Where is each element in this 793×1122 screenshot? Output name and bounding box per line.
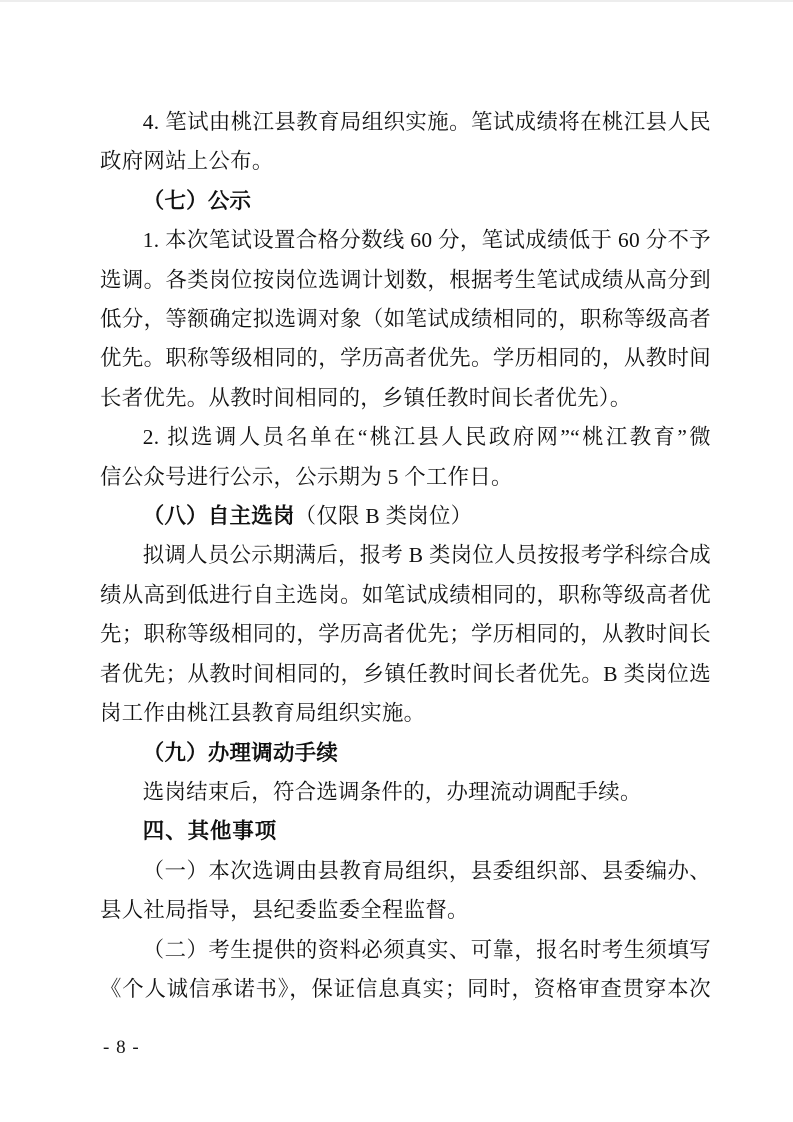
text-line — [100, 694, 711, 733]
text-run: 先；职称等级相同的，学历高者优先；学历相同的，从教时间长 — [100, 622, 711, 647]
text-line — [100, 773, 711, 812]
text-run: 县人社局指导，县纪委监委全程监督。 — [100, 898, 469, 923]
text-line — [100, 103, 711, 142]
text-line — [100, 852, 711, 891]
text-run: （八）自主选岗 — [142, 504, 295, 529]
text-run: 1. 本次笔试设置合格分数线 60 分，笔试成绩低于 60 分不予 — [142, 228, 711, 253]
text-run: 2. 拟选调人员名单在“桃江县人民政府网”“桃江教育”微 — [142, 425, 711, 450]
text-run: 低分，等额确定拟选调对象（如笔试成绩相同的，职称等级高者 — [100, 307, 711, 332]
text-line — [100, 339, 711, 378]
text-line — [100, 261, 711, 300]
text-run: 选调。各类岗位按岗位选调计划数，根据考生笔试成绩从高分到 — [100, 267, 711, 292]
text-run: 绩从高到低进行自主选岗。如笔试成绩相同的，职称等级高者优 — [100, 582, 711, 607]
text-line — [100, 142, 711, 181]
text-line — [100, 221, 711, 260]
text-run: 信公众号进行公示，公示期为 5 个工作日。 — [100, 464, 513, 489]
document-body — [100, 103, 711, 1009]
text-run: （仅限 B 类岗位） — [294, 504, 473, 529]
text-line — [100, 655, 711, 694]
text-line — [100, 458, 711, 497]
section-heading — [100, 812, 711, 851]
text-line — [100, 970, 711, 1009]
subsection-heading — [100, 734, 711, 773]
text-run: （一）本次选调由县教育局组织，县委组织部、县委编办、 — [142, 858, 711, 883]
text-run: 四、其他事项 — [142, 819, 278, 844]
text-run: 优先。职称等级相同的，学历高者优先。学历相同的，从教时间 — [100, 346, 711, 371]
page-number: - 8 - — [103, 1037, 140, 1058]
text-line — [100, 418, 711, 457]
text-line — [100, 891, 711, 930]
text-line — [100, 536, 711, 575]
text-run: 《个人诚信承诺书》，保证信息真实；同时，资格审查贯穿本次 — [100, 976, 711, 1001]
subsection-heading — [100, 182, 711, 221]
text-line — [100, 931, 711, 970]
subsection-heading — [100, 497, 711, 536]
text-line — [100, 576, 711, 615]
text-run: （七）公示 — [142, 188, 252, 213]
text-line — [100, 615, 711, 654]
text-line — [100, 379, 711, 418]
text-run: （二）考生提供的资料必须真实、可靠，报名时考生须填写 — [142, 937, 711, 962]
text-line — [100, 300, 711, 339]
text-run: 选岗结束后，符合选调条件的，办理流动调配手续。 — [142, 779, 642, 804]
text-run: （九）办理调动手续 — [142, 740, 339, 765]
text-run: 拟调人员公示期满后，报考 B 类岗位人员按报考学科综合成 — [142, 543, 711, 568]
text-run: 长者优先。从教时间相同的，乡镇任教时间长者优先）。 — [100, 385, 632, 410]
text-run: 者优先；从教时间相同的，乡镇任教时间长者优先。B 类岗位选 — [100, 661, 711, 686]
text-run: 4. 笔试由桃江县教育局组织实施。笔试成绩将在桃江县人民 — [142, 110, 711, 134]
text-run: 政府网站上公布。 — [100, 149, 274, 174]
text-run: 岗工作由桃江县教育局组织实施。 — [100, 701, 426, 726]
